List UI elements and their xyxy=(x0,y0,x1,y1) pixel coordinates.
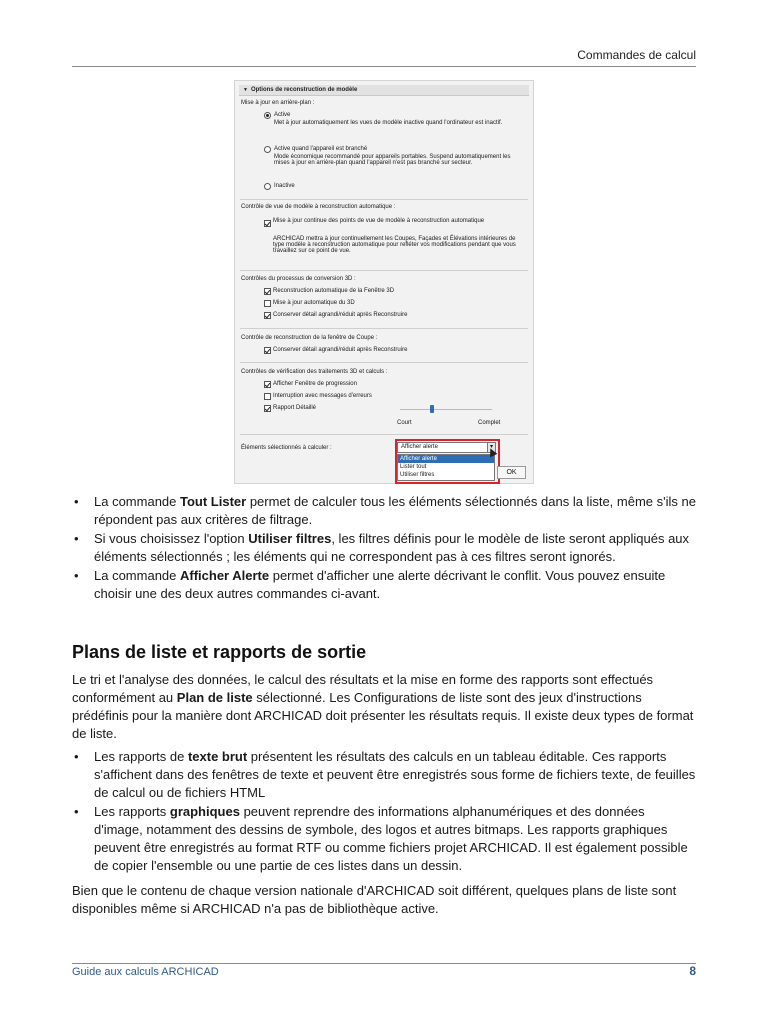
check-continuous-update[interactable] xyxy=(264,220,271,227)
check-progress-window-label: Afficher Fenêtre de progression xyxy=(273,381,357,387)
selected-elements-dropdown[interactable]: Afficher alerte xyxy=(397,442,495,453)
check-interrupt-errors[interactable] xyxy=(264,393,271,400)
check-keep-detail-section-label: Conserver détail agrandi/réduit après Reconstruire xyxy=(273,347,408,353)
check-auto-3d-rebuild-label: Reconstruction automatique de la Fenêtre 3D xyxy=(273,288,395,294)
footer-doc-title: Guide aux calculs ARCHICAD xyxy=(72,966,219,978)
radio-plugged-desc: Mode économique recommandé pour appareils portables. Suspend automatiquement les mises à jour en arrière-plan quand l'appareil n'est pas branché sur secteur. xyxy=(274,154,511,166)
divider xyxy=(240,270,528,271)
collapse-triangle-icon[interactable]: ▼ xyxy=(243,87,248,93)
dropdown-option[interactable]: Lister tout xyxy=(400,464,427,470)
report-detail-slider-knob[interactable] xyxy=(430,405,434,413)
report-detail-slider-track[interactable] xyxy=(400,409,492,410)
list-item: • Les rapports de texte brut présentent les résultats des calculs en un tableau éditable. Ces rapports s'affichent dans des fenêtres de texte et peuvent être enregistrés sous forme de fichiers texte, de feuilles de calcul ou de fichiers HTML xyxy=(72,748,696,802)
radio-plugged[interactable] xyxy=(264,146,271,153)
radio-active-desc: Met à jour automatiquement les vues de modèle inactive quand l'ordinateur est inactif. xyxy=(274,120,503,126)
check-continuous-update-label: Mise à jour continue des points de vue de modèle à reconstruction automatique xyxy=(273,218,485,224)
list-item: • La commande Afficher Alerte permet d'afficher une alerte décrivant le conflit. Vous pouvez ensuite choisir une des deux autres commandes ci-avant. xyxy=(72,567,696,603)
page-number: 8 xyxy=(689,964,696,978)
section-heading: Plans de liste et rapports de sortie xyxy=(72,642,367,662)
check-progress-window[interactable] xyxy=(264,381,271,388)
check-keep-detail-section[interactable] xyxy=(264,347,271,354)
list-item: • La commande Tout Lister permet de calculer tous les éléments sélectionnés dans la liste, même s'ils ne répondent pas aux critères de filtrage. xyxy=(72,493,696,529)
footer-rule xyxy=(72,963,696,964)
slider-max-label: Complet xyxy=(478,420,501,426)
check-detailed-report-label: Rapport Détaillé xyxy=(273,405,317,411)
check-detailed-report[interactable] xyxy=(264,405,271,412)
dropdown-option[interactable]: Afficher alerte xyxy=(398,455,494,463)
radio-plugged-label: Active quand l'appareil est branché xyxy=(274,146,368,152)
radio-inactive-label: Inactive xyxy=(274,183,295,189)
conv3d-label: Contrôles du processus de conversion 3D : xyxy=(241,276,356,282)
radio-active[interactable] xyxy=(264,112,271,119)
command-bullets xyxy=(72,493,696,604)
list-item: • Les rapports graphiques peuvent reprendre des informations alphanumériques et des données d'image, notamment des dessins de symbole, des logos et autres bitmaps. Les rapports graphiques peuvent être enregistrés au format RTF ou comme fichiers projet ARCHICAD. Il est également possible de copier l'ensemble ou une partie de ces listes dans un dessin. xyxy=(72,803,696,875)
closing-paragraph: Bien que le contenu de chaque version nationale d'ARCHICAD soit différent, quelques plans de liste sont disponibles même si ARCHICAD n'a pas de bibliothèque active. xyxy=(72,883,677,916)
divider xyxy=(240,199,528,200)
highlight-box xyxy=(395,439,500,484)
chevron-down-icon[interactable]: ▾ xyxy=(487,442,496,453)
ok-button[interactable]: OK xyxy=(497,466,526,479)
report-type-bullets xyxy=(72,748,696,876)
divider xyxy=(240,328,528,329)
header-rule xyxy=(72,66,696,67)
panel-title: Options de reconstruction de modèle xyxy=(250,87,358,93)
divider xyxy=(240,434,528,435)
verify-label: Contrôles de vérification des traitements 3D et calculs : xyxy=(241,369,388,375)
panel-header[interactable] xyxy=(239,85,529,96)
intro-paragraph: Le tri et l'analyse des données, le calcul des résultats et la mise en forme des rapports sont effectués conformément au Plan de liste sélectionné. Les Configurations de liste sont des jeux d'instructions prédéfinis pour la manière dont ARCHICAD doit présenter les résultats requis. Il existe deux types de format de liste. xyxy=(72,672,694,741)
check-keep-detail-3d[interactable] xyxy=(264,312,271,319)
check-keep-detail-3d-label: Conserver détail agrandi/réduit après Reconstruire xyxy=(273,312,408,318)
bg-update-label: Mise à jour en arrière-plan : xyxy=(241,100,315,106)
auto-rebuild-label: Contrôle de vue de modèle à reconstruction automatique : xyxy=(241,204,396,210)
check-auto-3d-update-label: Mise à jour automatique du 3D xyxy=(273,300,355,306)
radio-inactive[interactable] xyxy=(264,183,271,190)
running-header: Commandes de calcul xyxy=(577,48,696,62)
check-auto-3d-update[interactable] xyxy=(264,300,271,307)
section-rebuild-label: Contrôle de reconstruction de la fenêtre de Coupe : xyxy=(241,335,378,341)
list-item: • Si vous choisissez l'option Utiliser filtres, les filtres définis pour le modèle de liste seront appliqués aux éléments sélectionnés ; les éléments qui ne correspondent pas à ces filtres seront ignorés. xyxy=(72,530,696,566)
slider-min-label: Court xyxy=(397,420,412,426)
continuous-update-desc: ARCHICAD mettra à jour continuellement les Coupes, Façades et Élévations intérieures de type modèle à reconstruction automatique pour refléter vos modifications pendant que vous travaillez sur ce point de vue. xyxy=(273,236,516,254)
selected-elements-label: Éléments sélectionnés à calculer : xyxy=(241,445,332,451)
check-interrupt-errors-label: Interruption avec messages d'erreurs xyxy=(273,393,372,399)
radio-active-label: Active xyxy=(274,112,291,118)
dropdown-option[interactable]: Utiliser filtres xyxy=(400,472,435,478)
check-auto-3d-rebuild[interactable] xyxy=(264,288,271,295)
divider xyxy=(240,362,528,363)
